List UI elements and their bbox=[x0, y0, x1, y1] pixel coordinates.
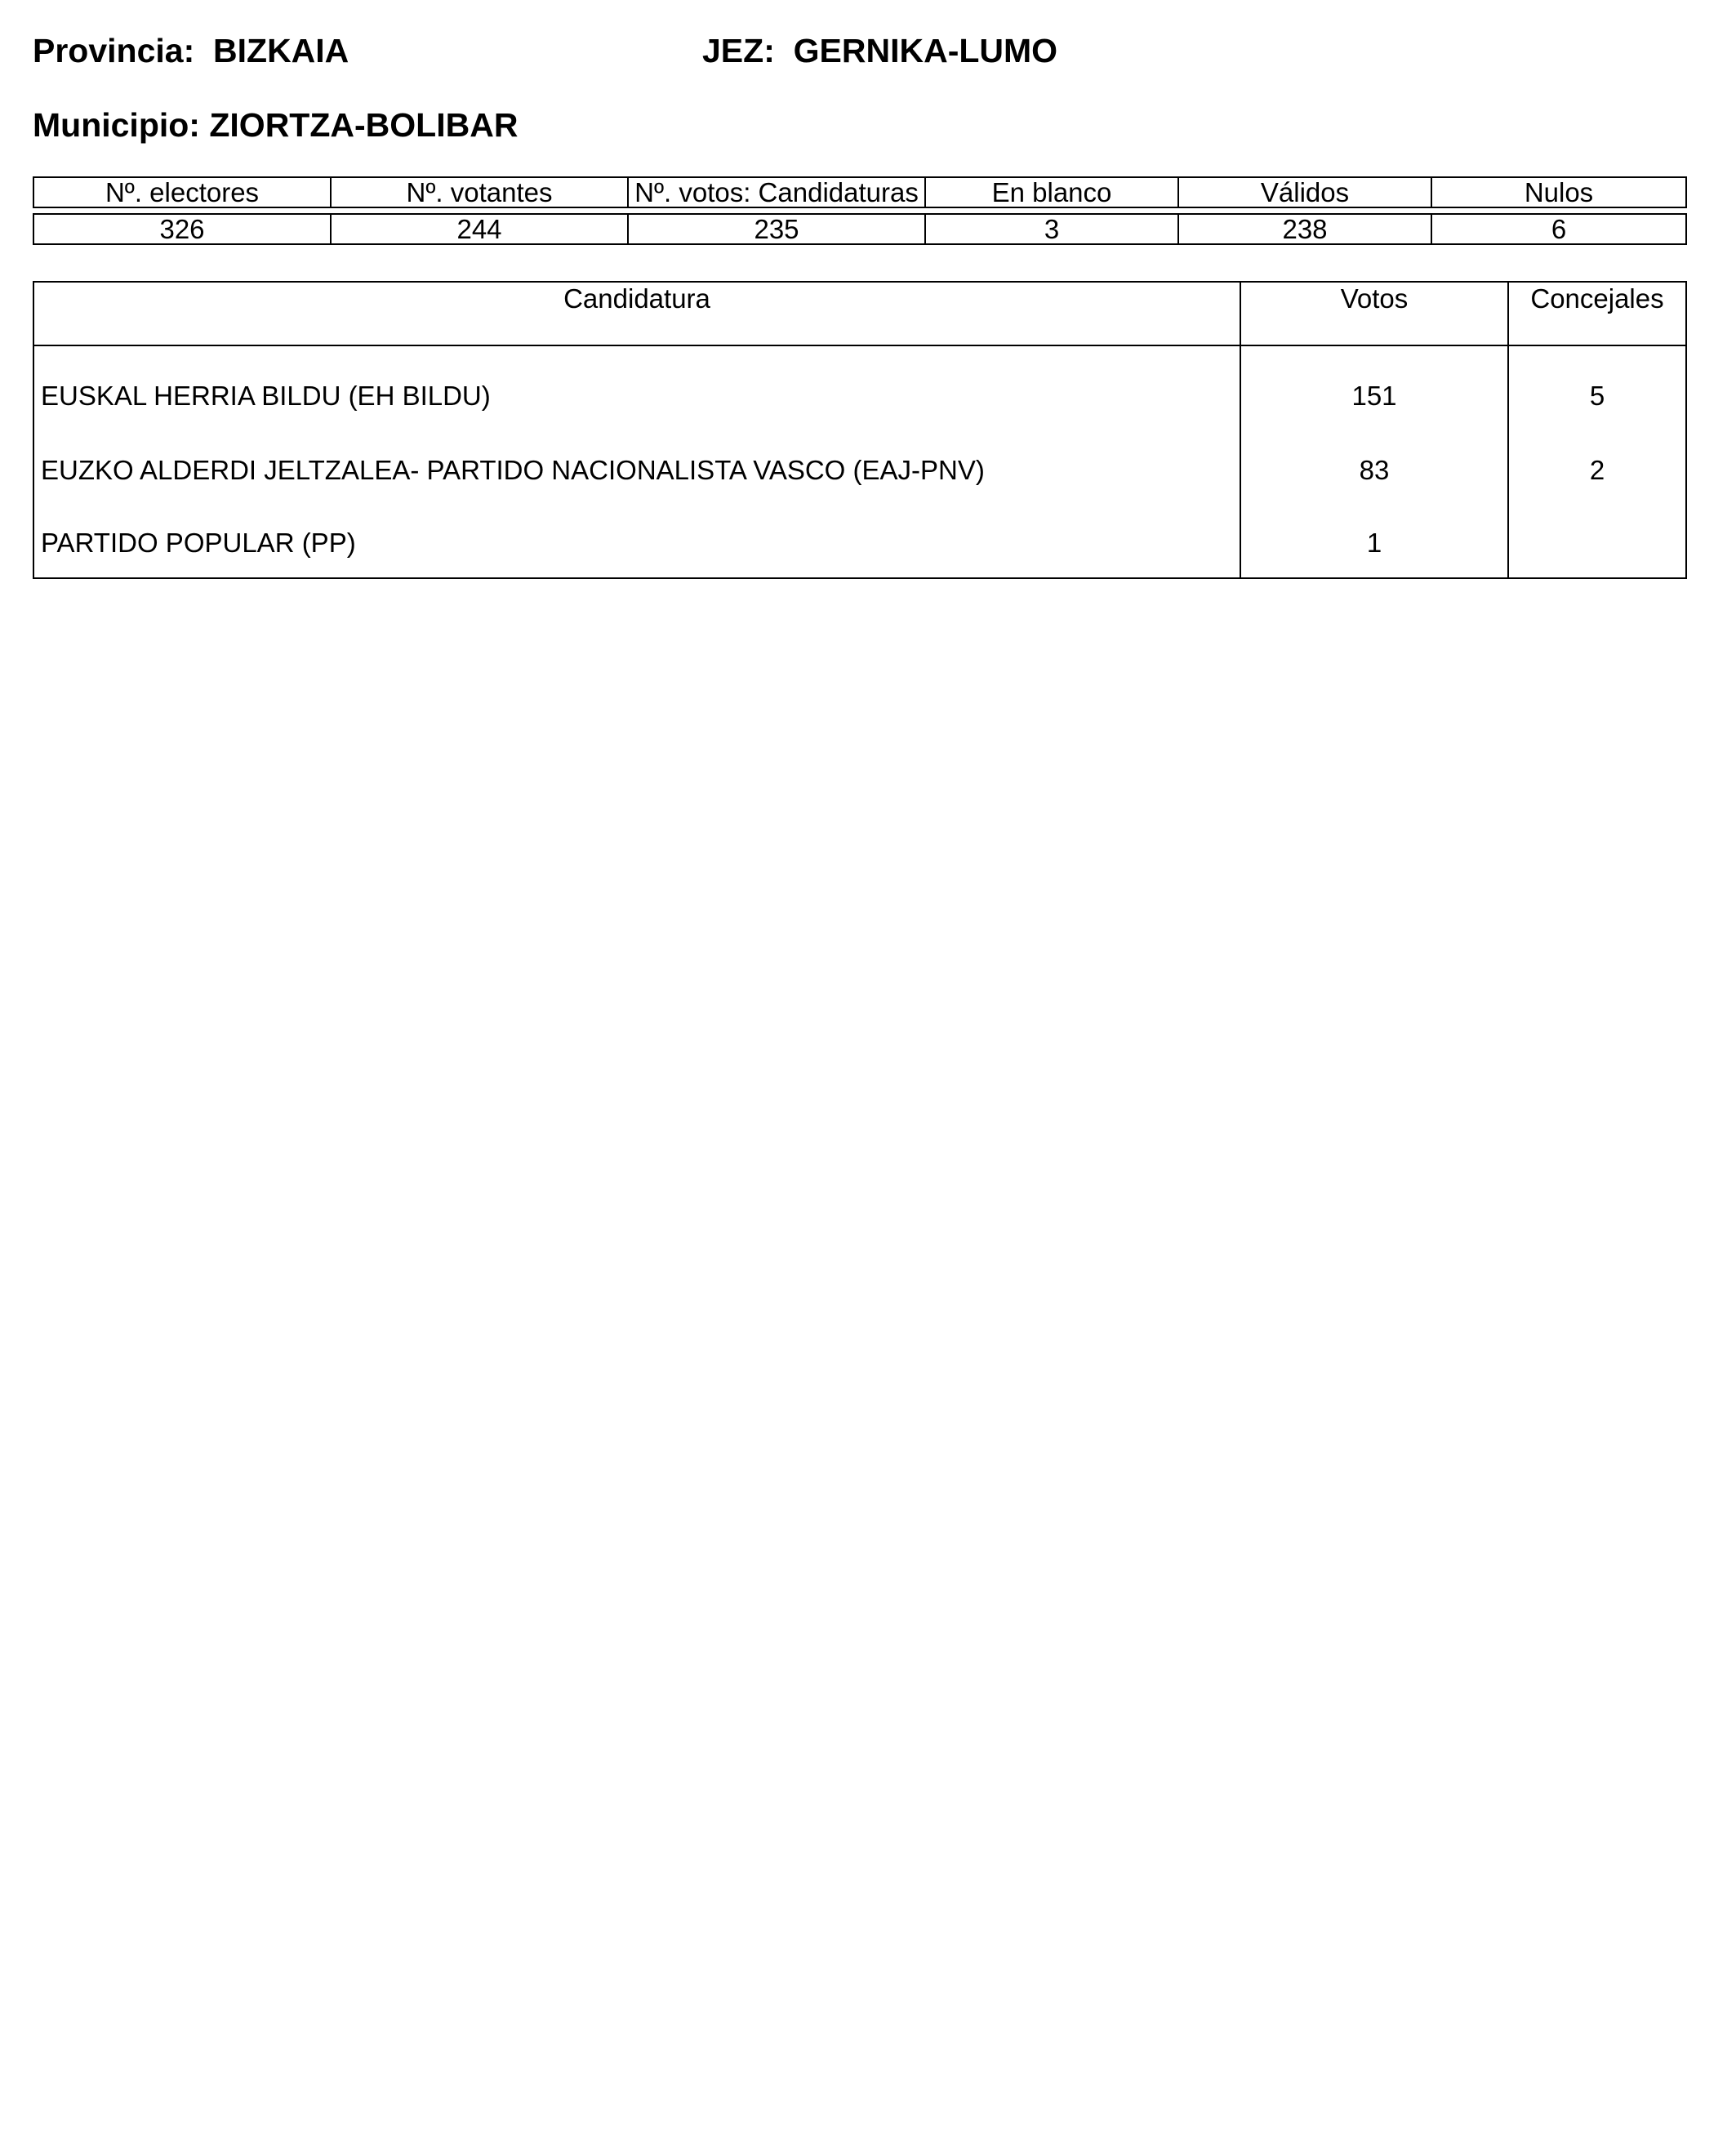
results-table bbox=[33, 281, 1687, 579]
votos-value: 151 bbox=[1240, 345, 1508, 436]
header-candidatura: Candidatura bbox=[33, 282, 1240, 345]
concejales-value bbox=[1508, 504, 1686, 578]
summary-header-cell: Nº. electores bbox=[33, 177, 331, 207]
municipio-line bbox=[33, 105, 518, 145]
votos-value: 83 bbox=[1240, 436, 1508, 504]
concejales-value: 5 bbox=[1508, 345, 1686, 436]
municipio-label: Municipio: bbox=[33, 106, 200, 144]
jez-line bbox=[702, 31, 1057, 70]
votos-value: 1 bbox=[1240, 504, 1508, 578]
summary-header-cell: En blanco bbox=[925, 177, 1178, 207]
table-row bbox=[33, 345, 1686, 436]
summary-value-cell: 326 bbox=[33, 214, 331, 244]
jez-label: JEZ: bbox=[702, 32, 775, 69]
summary-header-cell: Nº. votos: Candidaturas bbox=[628, 177, 925, 207]
summary-value-cell: 6 bbox=[1431, 214, 1686, 244]
results-header-row bbox=[33, 282, 1686, 345]
candidatura-name: EUSKAL HERRIA BILDU (EH BILDU) bbox=[33, 345, 1240, 436]
summary-header-cell: Nº. votantes bbox=[331, 177, 628, 207]
header-votos: Votos bbox=[1240, 282, 1508, 345]
summary-spacer bbox=[33, 207, 1686, 214]
summary-header-cell: Nulos bbox=[1431, 177, 1686, 207]
summary-header-row bbox=[33, 177, 1686, 207]
jez-value: GERNIKA-LUMO bbox=[793, 32, 1058, 69]
summary-table bbox=[33, 176, 1687, 245]
summary-value-cell: 238 bbox=[1178, 214, 1431, 244]
candidatura-name: EUZKO ALDERDI JELTZALEA- PARTIDO NACIONALISTA VASCO (EAJ-PNV) bbox=[33, 436, 1240, 504]
table-row bbox=[33, 504, 1686, 578]
concejales-value: 2 bbox=[1508, 436, 1686, 504]
summary-value-row bbox=[33, 214, 1686, 244]
summary-value-cell: 235 bbox=[628, 214, 925, 244]
municipio-value: ZIORTZA-BOLIBAR bbox=[209, 106, 519, 144]
candidatura-name: PARTIDO POPULAR (PP) bbox=[33, 504, 1240, 578]
provincia-line bbox=[33, 31, 349, 70]
provincia-value: BIZKAIA bbox=[213, 32, 349, 69]
summary-header-cell: Válidos bbox=[1178, 177, 1431, 207]
summary-value-cell: 3 bbox=[925, 214, 1178, 244]
provincia-label: Provincia: bbox=[33, 32, 195, 69]
table-row bbox=[33, 436, 1686, 504]
header-concejales: Concejales bbox=[1508, 282, 1686, 345]
summary-value-cell: 244 bbox=[331, 214, 628, 244]
